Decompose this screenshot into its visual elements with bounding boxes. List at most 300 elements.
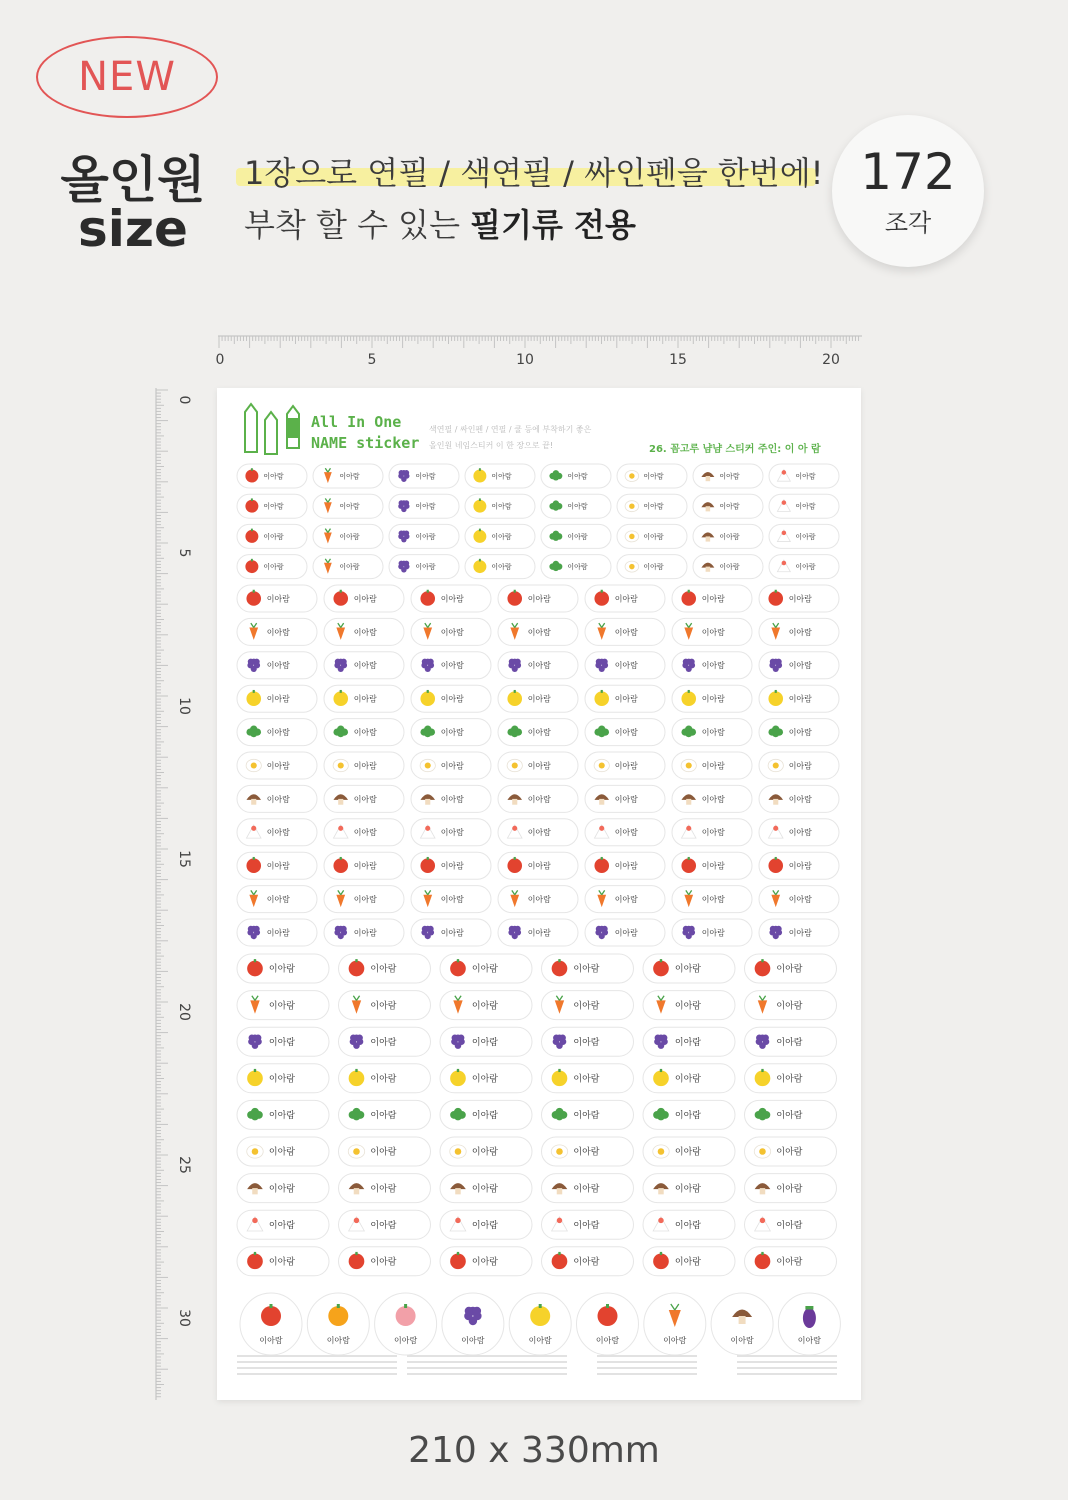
egg-icon <box>681 759 696 771</box>
sticker-name-text: 이아람 <box>263 502 284 511</box>
sticker-name-text: 이아람 <box>266 627 290 637</box>
name-sticker <box>237 1137 329 1166</box>
name-sticker <box>693 464 763 488</box>
sticker-name-text: 이아람 <box>701 694 725 704</box>
name-sticker <box>389 555 459 579</box>
sticker-name-text: 이아람 <box>573 1111 600 1122</box>
sticker-name-text: 이아람 <box>370 964 397 975</box>
name-sticker <box>324 919 404 946</box>
sticker-name-text: 이아람 <box>370 1037 397 1048</box>
name-sticker <box>542 1210 634 1239</box>
sticker-name-text: 이아람 <box>527 661 551 671</box>
name-sticker <box>585 618 665 645</box>
name-sticker <box>759 852 839 879</box>
sticker-name-text: 이아람 <box>440 627 464 637</box>
name-sticker <box>313 494 383 518</box>
name-sticker <box>643 1247 735 1276</box>
sticker-name-text: 이아람 <box>370 1074 397 1085</box>
sticker-name-text: 이아람 <box>266 594 290 604</box>
sticker-name-text: 이아람 <box>471 1147 498 1158</box>
sticker-name-text: 이아람 <box>266 661 290 671</box>
sticker-name-text: 이아람 <box>527 594 551 604</box>
sticker-name-text: 이아람 <box>353 928 377 938</box>
sticker-name-text: 이아람 <box>527 727 551 737</box>
sticker-name-text: 이아람 <box>461 1336 485 1345</box>
name-sticker <box>585 852 665 879</box>
sticker-name-text: 이아람 <box>795 502 816 511</box>
sticker-name-text: 이아람 <box>353 627 377 637</box>
name-sticker <box>498 852 578 879</box>
name-sticker <box>237 819 317 846</box>
sticker-name-text: 이아람 <box>614 727 638 737</box>
name-sticker <box>643 1027 735 1056</box>
sticker-name-text: 이아람 <box>674 1074 701 1085</box>
sticker-name-text: 이아람 <box>730 1336 754 1345</box>
sticker-name-text: 이아람 <box>268 1147 295 1158</box>
sticker-name-text: 이아람 <box>415 563 436 572</box>
round-name-sticker <box>442 1293 504 1355</box>
sheet-logo-line1: All In One <box>311 413 402 431</box>
name-sticker <box>440 1027 532 1056</box>
name-sticker <box>498 752 578 779</box>
sticker-name-text: 이아람 <box>415 502 436 511</box>
name-sticker <box>465 524 535 548</box>
sticker-name-text: 이아람 <box>614 694 638 704</box>
name-sticker <box>440 1137 532 1166</box>
name-sticker <box>643 1137 735 1166</box>
name-sticker <box>672 752 752 779</box>
name-sticker <box>324 585 404 612</box>
name-sticker <box>617 555 687 579</box>
sticker-name-text: 이아람 <box>440 727 464 737</box>
sticker-name-text: 이아람 <box>719 532 740 541</box>
round-name-sticker <box>577 1293 639 1355</box>
sticker-name-text: 이아람 <box>440 928 464 938</box>
sticker-name-text: 이아람 <box>788 627 812 637</box>
name-sticker <box>643 1210 735 1239</box>
sheet-logo-line2: NAME sticker <box>311 434 420 452</box>
name-sticker <box>440 1247 532 1276</box>
sticker-name-text: 이아람 <box>491 532 512 541</box>
sticker-name-text: 이아람 <box>353 828 377 838</box>
name-sticker <box>237 852 317 879</box>
name-sticker <box>769 524 839 548</box>
sticker-name-text: 이아람 <box>567 472 588 481</box>
new-badge-label: NEW <box>78 54 176 100</box>
sticker-name-text: 이아람 <box>353 894 377 904</box>
round-name-sticker <box>375 1293 437 1355</box>
sticker-name-text: 이아람 <box>573 1001 600 1012</box>
round-name-sticker <box>509 1293 571 1355</box>
sticker-name-text: 이아람 <box>527 861 551 871</box>
sticker-name-text: 이아람 <box>527 794 551 804</box>
name-sticker <box>313 464 383 488</box>
egg-icon <box>625 531 639 542</box>
name-sticker <box>313 555 383 579</box>
sticker-name-text: 이아람 <box>674 1001 701 1012</box>
ruler-top <box>215 332 862 372</box>
egg-icon <box>594 759 609 771</box>
sticker-name-text: 이아람 <box>266 894 290 904</box>
name-sticker <box>745 991 837 1020</box>
name-sticker <box>759 618 839 645</box>
piece-count-number: 172 <box>860 143 956 201</box>
sticker-name-text: 이아람 <box>776 1001 803 1012</box>
sticker-name-text: 이아람 <box>266 727 290 737</box>
name-sticker <box>498 652 578 679</box>
sticker-name-text: 이아람 <box>674 1184 701 1195</box>
name-sticker <box>237 464 307 488</box>
sticker-name-text: 이아람 <box>268 1184 295 1195</box>
name-sticker <box>542 1100 634 1129</box>
sticker-name-text: 이아람 <box>339 472 360 481</box>
name-sticker <box>759 719 839 746</box>
name-sticker <box>440 1174 532 1203</box>
name-sticker <box>237 618 317 645</box>
name-sticker <box>324 852 404 879</box>
name-sticker <box>440 1100 532 1129</box>
round-name-sticker <box>644 1293 706 1355</box>
name-sticker <box>237 785 317 812</box>
name-sticker <box>237 919 317 946</box>
sticker-name-text: 이아람 <box>266 694 290 704</box>
sticker-name-text: 이아람 <box>776 1074 803 1085</box>
sticker-name-text: 이아람 <box>370 1184 397 1195</box>
name-sticker <box>237 585 317 612</box>
egg-icon <box>625 561 639 572</box>
name-sticker <box>542 991 634 1020</box>
sticker-name-text: 이아람 <box>263 532 284 541</box>
name-sticker <box>759 685 839 712</box>
sticker-name-text: 이아람 <box>415 472 436 481</box>
sticker-name-text: 이아람 <box>573 1074 600 1085</box>
name-sticker <box>339 1027 431 1056</box>
sticker-name-text: 이아람 <box>614 627 638 637</box>
name-sticker <box>237 1174 329 1203</box>
sticker-name-text: 이아람 <box>614 861 638 871</box>
egg-icon <box>247 1145 263 1158</box>
name-sticker <box>672 685 752 712</box>
name-sticker <box>759 752 839 779</box>
sticker-name-text: 이아람 <box>719 502 740 511</box>
sticker-name-text: 이아람 <box>788 861 812 871</box>
sticker-name-text: 이아람 <box>370 1147 397 1158</box>
sticker-name-text: 이아람 <box>259 1336 283 1345</box>
sticker-name-text: 이아람 <box>776 1147 803 1158</box>
sticker-name-text: 이아람 <box>268 1037 295 1048</box>
sheet-desc-line2: 올인원 네임스티커 이 한 장으로 끝! <box>429 441 554 450</box>
sticker-name-text: 이아람 <box>440 594 464 604</box>
sticker-name-text: 이아람 <box>573 1037 600 1048</box>
name-sticker <box>617 524 687 548</box>
title-korean: 올인원 <box>60 151 206 209</box>
sticker-name-text: 이아람 <box>440 828 464 838</box>
sticker-name-text: 이아람 <box>795 472 816 481</box>
round-name-sticker <box>778 1293 840 1355</box>
sticker-name-text: 이아람 <box>268 1074 295 1085</box>
name-sticker <box>542 1137 634 1166</box>
sticker-name-text: 이아람 <box>788 928 812 938</box>
name-sticker <box>672 618 752 645</box>
ruler-left-label: 30 <box>176 1309 192 1327</box>
name-sticker <box>440 991 532 1020</box>
sticker-name-text: 이아람 <box>573 1184 600 1195</box>
name-sticker <box>672 886 752 913</box>
name-sticker <box>237 1210 329 1239</box>
name-sticker <box>585 685 665 712</box>
name-sticker <box>745 1100 837 1129</box>
name-sticker <box>237 652 317 679</box>
sticker-name-text: 이아람 <box>440 894 464 904</box>
sticker-name-text: 이아람 <box>370 1257 397 1268</box>
sticker-name-text: 이아람 <box>573 1257 600 1268</box>
sticker-name-text: 이아람 <box>674 1257 701 1268</box>
sticker-name-text: 이아람 <box>527 828 551 838</box>
name-sticker <box>324 618 404 645</box>
sticker-name-text: 이아람 <box>614 894 638 904</box>
name-sticker <box>693 494 763 518</box>
name-sticker <box>411 652 491 679</box>
sticker-name-text: 이아람 <box>527 761 551 771</box>
name-sticker <box>745 1137 837 1166</box>
name-sticker <box>745 1174 837 1203</box>
egg-icon <box>348 1145 364 1158</box>
sticker-name-text: 이아람 <box>353 694 377 704</box>
sticker-name-text: 이아람 <box>788 727 812 737</box>
ruler-left-label: 20 <box>176 1003 192 1021</box>
name-sticker <box>411 886 491 913</box>
name-sticker <box>339 1137 431 1166</box>
name-sticker <box>542 1247 634 1276</box>
egg-icon <box>551 1145 567 1158</box>
ruler-top-label: 15 <box>669 352 687 368</box>
sticker-name-text: 이아람 <box>701 594 725 604</box>
headline-copy: 1장으로 연필 / 색연필 / 싸인펜을 한번에! <box>244 154 824 192</box>
sticker-name-text: 이아람 <box>567 563 588 572</box>
sheet-owner-label: 26. 꼼고루 냠냠 스티커 주인: 이 아 람 <box>649 444 821 455</box>
name-sticker <box>541 464 611 488</box>
name-sticker <box>339 954 431 983</box>
sticker-sheet <box>217 388 861 1400</box>
name-sticker <box>585 652 665 679</box>
name-sticker <box>585 752 665 779</box>
sticker-name-text: 이아람 <box>614 761 638 771</box>
egg-icon <box>246 759 261 771</box>
name-sticker <box>339 991 431 1020</box>
egg-icon <box>754 1145 770 1158</box>
sticker-name-text: 이아람 <box>776 1037 803 1048</box>
name-sticker <box>237 719 317 746</box>
ruler-left-label: 25 <box>176 1156 192 1174</box>
ruler-left-label: 10 <box>176 697 192 715</box>
sticker-name-text: 이아람 <box>701 661 725 671</box>
name-sticker <box>411 919 491 946</box>
name-sticker <box>237 494 307 518</box>
name-sticker <box>542 1064 634 1093</box>
name-sticker <box>324 752 404 779</box>
sticker-name-text: 이아람 <box>701 761 725 771</box>
name-sticker <box>643 1174 735 1203</box>
name-sticker <box>617 464 687 488</box>
sticker-name-text: 이아람 <box>788 694 812 704</box>
sticker-name-text: 이아람 <box>471 1220 498 1231</box>
name-sticker <box>617 494 687 518</box>
round-name-sticker <box>307 1293 369 1355</box>
sticker-name-text: 이아람 <box>776 1220 803 1231</box>
sticker-name-text: 이아람 <box>471 1257 498 1268</box>
ruler-top-label: 20 <box>822 352 840 368</box>
name-sticker <box>411 819 491 846</box>
name-sticker <box>465 555 535 579</box>
name-sticker <box>585 585 665 612</box>
name-sticker <box>498 618 578 645</box>
sticker-name-text: 이아람 <box>701 861 725 871</box>
sticker-name-text: 이아람 <box>339 563 360 572</box>
name-sticker <box>643 1100 735 1129</box>
name-sticker <box>498 785 578 812</box>
sticker-name-text: 이아람 <box>353 761 377 771</box>
name-sticker <box>643 954 735 983</box>
sticker-name-text: 이아람 <box>266 794 290 804</box>
ruler-top-label: 10 <box>516 352 534 368</box>
sticker-name-text: 이아람 <box>614 594 638 604</box>
name-sticker <box>542 1027 634 1056</box>
name-sticker <box>498 886 578 913</box>
name-sticker <box>759 585 839 612</box>
sticker-name-text: 이아람 <box>701 894 725 904</box>
sticker-name-text: 이아람 <box>353 794 377 804</box>
sticker-name-text: 이아람 <box>719 563 740 572</box>
name-sticker <box>440 954 532 983</box>
name-sticker <box>339 1210 431 1239</box>
ruler-left-label: 15 <box>176 850 192 868</box>
sticker-name-text: 이아람 <box>573 964 600 975</box>
name-sticker <box>585 785 665 812</box>
sticker-name-text: 이아람 <box>788 661 812 671</box>
sticker-name-text: 이아람 <box>776 1111 803 1122</box>
name-sticker <box>769 555 839 579</box>
name-sticker <box>411 618 491 645</box>
name-sticker <box>339 1174 431 1203</box>
sub-copy <box>244 200 636 246</box>
piece-count-badge <box>832 115 984 267</box>
name-sticker <box>643 991 735 1020</box>
name-sticker <box>759 652 839 679</box>
ruler-left-label: 5 <box>176 548 192 558</box>
name-sticker <box>237 1100 329 1129</box>
name-sticker <box>542 954 634 983</box>
name-sticker <box>759 886 839 913</box>
sticker-name-text: 이아람 <box>353 661 377 671</box>
sticker-name-text: 이아람 <box>795 532 816 541</box>
name-sticker <box>465 464 535 488</box>
sticker-name-text: 이아람 <box>527 894 551 904</box>
sticker-name-text: 이아람 <box>643 472 664 481</box>
sheet-footnote <box>237 1352 837 1382</box>
name-sticker <box>498 685 578 712</box>
name-sticker <box>237 991 329 1020</box>
sticker-name-text: 이아람 <box>370 1001 397 1012</box>
sticker-name-text: 이아람 <box>614 828 638 838</box>
name-sticker <box>672 819 752 846</box>
sticker-name-text: 이아람 <box>415 532 436 541</box>
name-sticker <box>389 464 459 488</box>
name-sticker <box>237 685 317 712</box>
name-sticker <box>672 585 752 612</box>
name-sticker <box>411 852 491 879</box>
name-sticker <box>324 819 404 846</box>
title-size: size <box>78 200 188 258</box>
name-sticker <box>237 954 329 983</box>
egg-icon <box>768 759 783 771</box>
sticker-name-text: 이아람 <box>643 563 664 572</box>
round-name-sticker <box>240 1293 302 1355</box>
name-sticker <box>585 819 665 846</box>
piece-count-unit: 조각 <box>884 209 932 237</box>
name-sticker <box>440 1210 532 1239</box>
name-sticker <box>498 719 578 746</box>
sticker-name-text: 이아람 <box>527 694 551 704</box>
sticker-name-text: 이아람 <box>567 502 588 511</box>
ruler-top-label: 0 <box>215 352 225 368</box>
sticker-name-text: 이아람 <box>339 532 360 541</box>
name-sticker <box>759 919 839 946</box>
sticker-name-text: 이아람 <box>614 928 638 938</box>
sticker-name-text: 이아람 <box>266 861 290 871</box>
name-sticker <box>769 494 839 518</box>
name-sticker <box>324 785 404 812</box>
name-sticker <box>339 1247 431 1276</box>
egg-icon <box>333 759 348 771</box>
sticker-name-text: 이아람 <box>788 794 812 804</box>
sticker-name-text: 이아람 <box>471 1111 498 1122</box>
name-sticker <box>389 524 459 548</box>
name-sticker <box>672 719 752 746</box>
sticker-name-text: 이아람 <box>471 1184 498 1195</box>
name-sticker <box>672 919 752 946</box>
name-sticker <box>324 886 404 913</box>
new-badge <box>36 36 218 118</box>
sticker-name-text: 이아람 <box>491 563 512 572</box>
sub-copy-prefix: 부착 할 수 있는 <box>244 206 471 244</box>
name-sticker <box>693 555 763 579</box>
name-sticker <box>237 1027 329 1056</box>
name-sticker <box>324 652 404 679</box>
sticker-name-text: 이아람 <box>268 1001 295 1012</box>
sticker-name-text: 이아람 <box>471 1001 498 1012</box>
name-sticker <box>498 919 578 946</box>
sticker-name-text: 이아람 <box>674 1111 701 1122</box>
sticker-name-text: 이아람 <box>776 964 803 975</box>
sticker-name-text: 이아람 <box>701 727 725 737</box>
name-sticker <box>389 494 459 518</box>
sticker-name-text: 이아람 <box>268 1111 295 1122</box>
sticker-name-text: 이아람 <box>701 627 725 637</box>
name-sticker <box>237 555 307 579</box>
sticker-name-text: 이아람 <box>266 928 290 938</box>
sticker-name-text: 이아람 <box>776 1257 803 1268</box>
sticker-name-text: 이아람 <box>471 1074 498 1085</box>
ruler-top-label: 5 <box>367 352 377 368</box>
name-sticker <box>498 819 578 846</box>
name-sticker <box>411 685 491 712</box>
name-sticker <box>745 1247 837 1276</box>
sticker-name-text: 이아람 <box>268 1257 295 1268</box>
name-sticker <box>237 1247 329 1276</box>
sticker-grid <box>217 388 861 1400</box>
name-sticker <box>585 919 665 946</box>
name-sticker <box>585 886 665 913</box>
